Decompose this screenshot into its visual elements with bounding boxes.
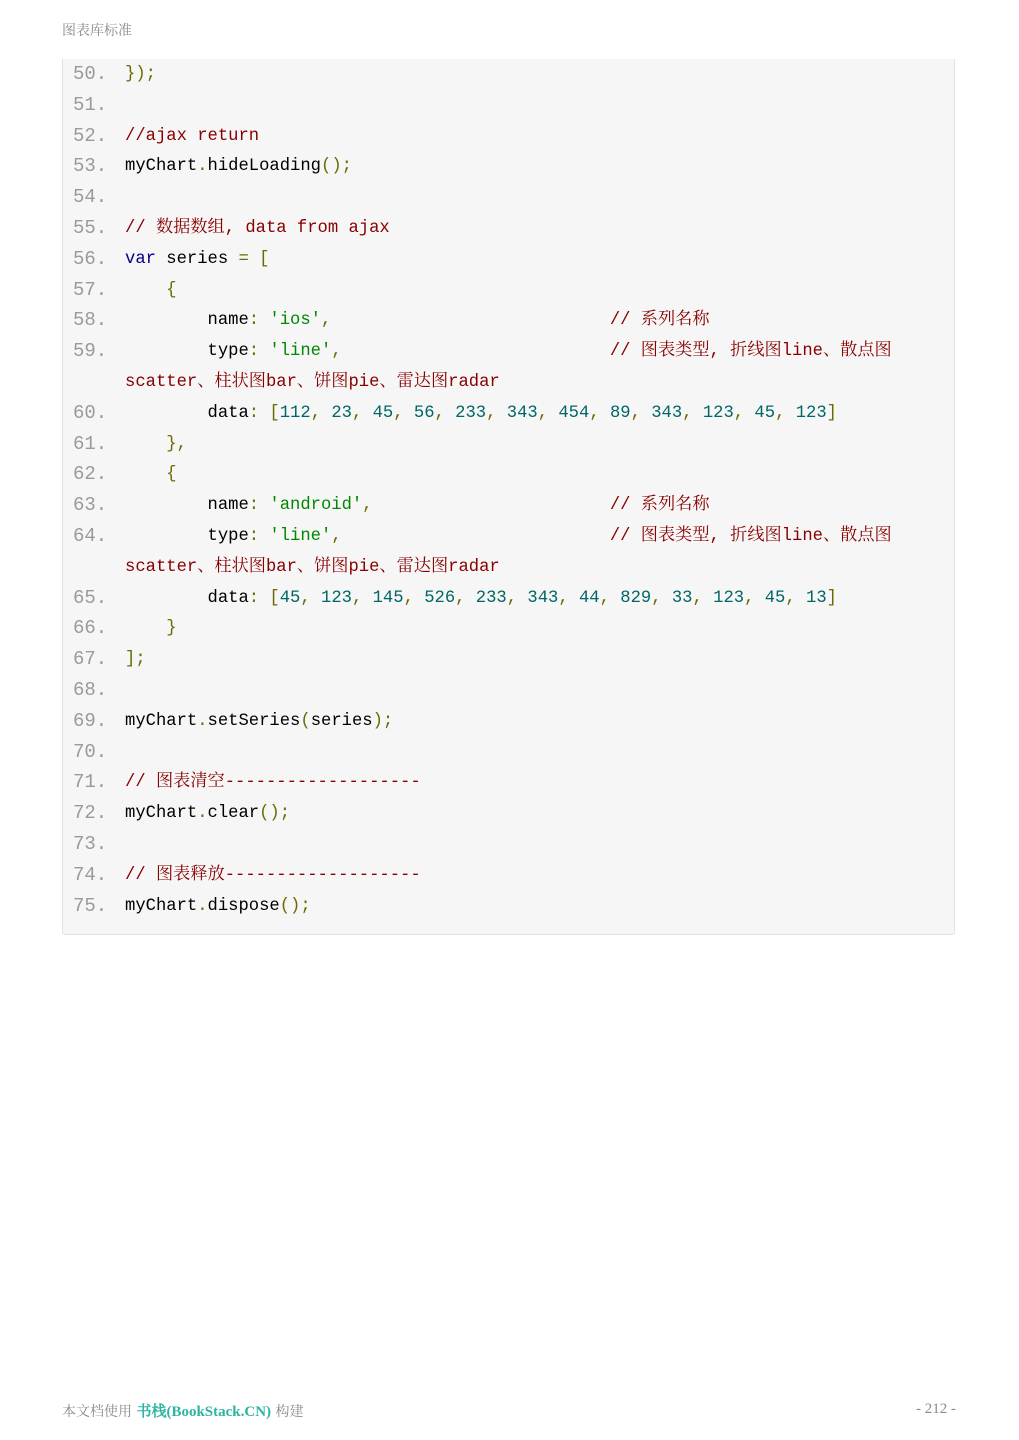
code-token: [125, 435, 166, 454]
code-text: [125, 336, 892, 367]
line-number: 51.: [73, 93, 108, 116]
code-token: [125, 465, 166, 484]
code-token: name: [125, 311, 249, 331]
code-token: :: [248, 311, 270, 331]
line-number: 74.: [73, 863, 108, 886]
code-token: ,: [300, 588, 322, 608]
code-token: ();: [259, 804, 291, 824]
code-token: 'line': [269, 527, 332, 546]
line-number: 67.: [73, 648, 108, 671]
code-token: ];: [125, 650, 146, 670]
code-token: type: [125, 342, 249, 362]
code-token: 'line': [269, 342, 332, 362]
footer-prefix: 本文档使用: [62, 1404, 137, 1420]
line-number: 69.: [73, 709, 108, 732]
code-token: ,: [744, 588, 765, 608]
footer-suffix: 构建: [271, 1404, 304, 1420]
code-token: 23: [331, 403, 352, 423]
code-text: [125, 213, 390, 244]
code-token: ]: [826, 588, 837, 608]
line-number: 70.: [73, 740, 108, 763]
line-number: 58.: [73, 309, 108, 332]
code-token: ,: [630, 403, 652, 423]
code-token: ,: [331, 342, 342, 362]
code-token: scatter、柱状图bar、饼图pie、雷达图radar: [125, 557, 500, 577]
code-token: ,: [651, 588, 672, 608]
code-token: :: [248, 527, 270, 546]
code-token: }: [166, 619, 177, 639]
code-token: .: [197, 896, 208, 916]
code-token: ();: [279, 896, 311, 916]
code-token: 89: [609, 403, 631, 423]
code-token: // 系列名称: [609, 311, 710, 331]
code-token: ,: [558, 588, 579, 608]
code-token: },: [166, 434, 187, 454]
line-number: 68.: [73, 679, 108, 701]
running-header: 图表库标准: [62, 23, 132, 39]
code-token: // 图表清空-------------------: [125, 773, 421, 793]
code-token: 233: [455, 403, 487, 423]
code-token: 45: [279, 588, 301, 608]
code-text: [125, 767, 421, 798]
code-token: [373, 496, 610, 515]
code-token: ,: [310, 403, 332, 423]
code-token: ,: [362, 496, 373, 516]
code-token: ,: [351, 588, 373, 608]
code-token: ,: [589, 403, 610, 423]
code-token: [342, 342, 610, 361]
code-text: [125, 891, 311, 922]
code-token: : [: [248, 403, 280, 423]
code-token: .: [197, 711, 208, 731]
code-token: 44: [578, 588, 600, 608]
code-token: ,: [403, 588, 425, 608]
code-token: = [: [238, 249, 270, 269]
code-block: [62, 59, 955, 935]
line-number: 65.: [73, 586, 108, 609]
code-text: [125, 367, 500, 398]
code-token: ,: [785, 588, 807, 608]
code-token: ();: [321, 157, 352, 177]
code-token: 343: [506, 403, 538, 423]
line-number: 61.: [73, 432, 108, 455]
code-text: [125, 398, 837, 429]
code-token: data: [125, 403, 249, 423]
code-token: setSeries: [207, 711, 301, 731]
line-number: 55.: [73, 217, 108, 239]
code-text: [125, 244, 269, 275]
line-number: 72.: [73, 802, 108, 825]
code-text: [125, 644, 146, 675]
code-token: series: [155, 249, 239, 269]
code-token: ,: [321, 311, 332, 331]
code-text: [125, 583, 837, 614]
line-number: 52.: [73, 124, 108, 147]
code-token: 'android': [269, 496, 363, 516]
code-token: 45: [764, 588, 786, 608]
code-text: [125, 305, 710, 336]
code-token: {: [166, 465, 177, 485]
line-number: 71.: [73, 771, 108, 794]
code-token: );: [372, 711, 394, 731]
code-token: .: [197, 804, 208, 824]
line-number: 63.: [73, 494, 108, 517]
code-token: 233: [475, 588, 507, 608]
line-number: 66.: [73, 617, 108, 640]
code-token: 56: [413, 403, 435, 423]
code-token: ,: [692, 588, 714, 608]
code-token: 343: [527, 588, 559, 608]
line-number: 62.: [73, 463, 108, 486]
code-text: [125, 151, 352, 182]
code-token: // 图表释放-------------------: [125, 865, 421, 885]
code-token: :: [248, 342, 270, 362]
line-number: 53.: [73, 155, 108, 178]
code-token: 'ios': [269, 311, 321, 331]
line-number: 56.: [73, 247, 108, 270]
code-token: myChart: [125, 896, 198, 916]
code-token: 123: [702, 403, 734, 423]
line-number: 64.: [73, 525, 108, 547]
code-token: 526: [424, 588, 456, 608]
code-token: ,: [775, 403, 796, 423]
code-token: // 图表类型, 折线图line、散点图: [609, 527, 892, 546]
code-token: });: [125, 65, 156, 84]
code-token: ,: [331, 527, 342, 546]
bookstack-link[interactable]: 书栈(BookStack.CN): [136, 1404, 272, 1420]
code-token: [331, 311, 609, 330]
line-number: 60.: [73, 401, 108, 424]
code-token: // 系列名称: [609, 496, 710, 516]
code-token: myChart: [125, 711, 198, 731]
code-token: dispose: [207, 896, 280, 916]
code-token: [342, 527, 610, 546]
line-number: 75.: [73, 894, 108, 917]
code-token: {: [166, 280, 177, 300]
code-token: clear: [207, 804, 260, 824]
code-token: myChart: [125, 804, 198, 824]
code-token: 145: [372, 588, 404, 608]
code-token: (: [300, 711, 311, 731]
code-token: series: [310, 711, 373, 731]
code-token: data: [125, 588, 249, 608]
code-token: ,: [733, 403, 755, 423]
line-number: 73.: [73, 833, 108, 855]
code-token: 123: [713, 588, 745, 608]
code-token: ,: [434, 403, 456, 423]
code-token: // 图表类型, 折线图line、散点图: [609, 342, 892, 362]
code-text: [125, 490, 710, 521]
code-token: .: [197, 157, 208, 177]
code-token: // 数据数组, data from ajax: [125, 219, 390, 238]
code-token: ,: [393, 403, 414, 423]
code-token: :: [248, 496, 270, 516]
line-number: 57.: [73, 278, 108, 301]
code-token: ,: [599, 588, 621, 608]
code-token: [125, 281, 166, 300]
code-token: ,: [537, 403, 559, 423]
code-token: name: [125, 496, 249, 516]
code-text: [125, 275, 177, 306]
code-token: scatter、柱状图bar、饼图pie、雷达图radar: [125, 373, 500, 392]
code-token: [125, 619, 166, 638]
code-token: ,: [682, 403, 703, 423]
code-token: 13: [806, 588, 827, 608]
code-text: [125, 59, 156, 90]
code-token: 123: [321, 588, 352, 608]
code-token: ,: [351, 403, 373, 423]
page-number: - 212 -: [916, 1401, 956, 1417]
code-token: ,: [506, 588, 528, 608]
code-text: [125, 429, 187, 460]
code-token: type: [125, 527, 249, 546]
code-text: [125, 459, 177, 490]
code-text: [125, 521, 892, 552]
line-number: 59.: [73, 340, 108, 363]
code-token: ,: [486, 403, 507, 423]
code-token: 123: [795, 403, 827, 423]
code-token: myChart: [125, 157, 198, 177]
code-token: : [: [248, 588, 280, 608]
footer-credit: [62, 1400, 304, 1421]
code-token: hideLoading: [207, 157, 321, 177]
code-token: 45: [754, 403, 776, 423]
code-token: //ajax return: [125, 126, 260, 146]
code-token: 112: [279, 403, 311, 423]
code-text: [125, 706, 393, 737]
line-number: 50.: [73, 63, 108, 85]
code-token: 454: [558, 403, 590, 423]
code-text: [125, 798, 290, 829]
code-text: [125, 552, 500, 583]
line-number: 54.: [73, 186, 108, 209]
code-text: [125, 860, 421, 891]
code-token: 829: [620, 588, 652, 608]
code-token: var: [125, 249, 156, 269]
code-token: 343: [651, 403, 683, 423]
code-token: 45: [372, 403, 394, 423]
code-token: 33: [671, 588, 693, 608]
code-text: [125, 121, 259, 152]
code-token: ]: [826, 403, 837, 423]
code-token: ,: [455, 588, 476, 608]
code-text: [125, 613, 177, 644]
